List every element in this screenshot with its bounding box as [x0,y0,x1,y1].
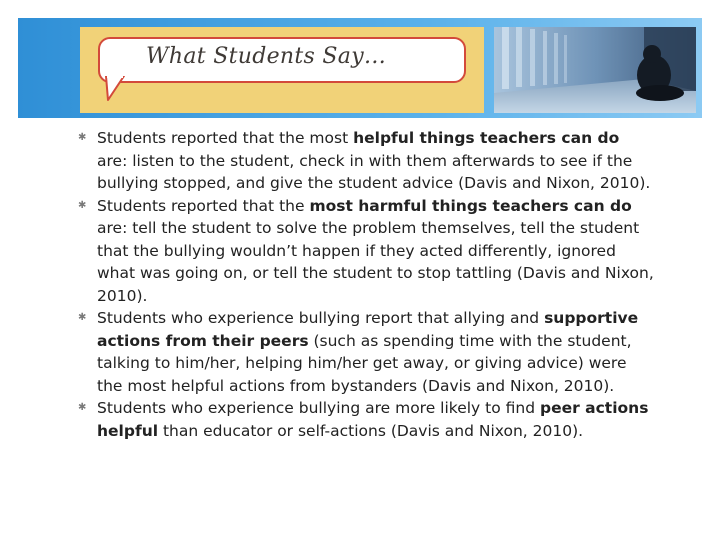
banner-title: What Students Say… [146,44,387,69]
speech-bubble-tail [104,76,130,102]
list-item: ✱ Students reported that the most helpful things teachers can do are: listen to the student, check in with them afterwards to see if the bullying stopped, and give the student advice (Davis and Nixon, 2010). [78,129,651,192]
asterisk-bullet-icon: ✱ [78,402,87,413]
list-item: ✱ Students reported that the most harmful things teachers can do are: tell the student to solve the problem themselves, tell the student that the bullying wouldn’t happen if they acted differently, ignored what was going on, or tell the student to stop tattling (Davis and Nixon, 2010). [78,196,654,305]
asterisk-bullet-icon: ✱ [78,199,87,211]
asterisk-bullet-icon: ✱ [78,132,87,143]
bullet-list [74,127,654,442]
list-item: ✱ Students who experience bullying report that allying and supportive actions from their peers (such as spending time with the student, talking to him/her, helping him/her get away, or giving advice) were the most helpful actions from bystanders (Davis and Nixon, 2010). [78,309,639,395]
asterisk-bullet-icon: ✱ [78,312,87,323]
hallway-photo [494,27,696,113]
list-item: ✱ Students who experience bullying are more likely to find peer actions helpful than educator or self-actions (Davis and Nixon, 2010). [78,399,649,440]
